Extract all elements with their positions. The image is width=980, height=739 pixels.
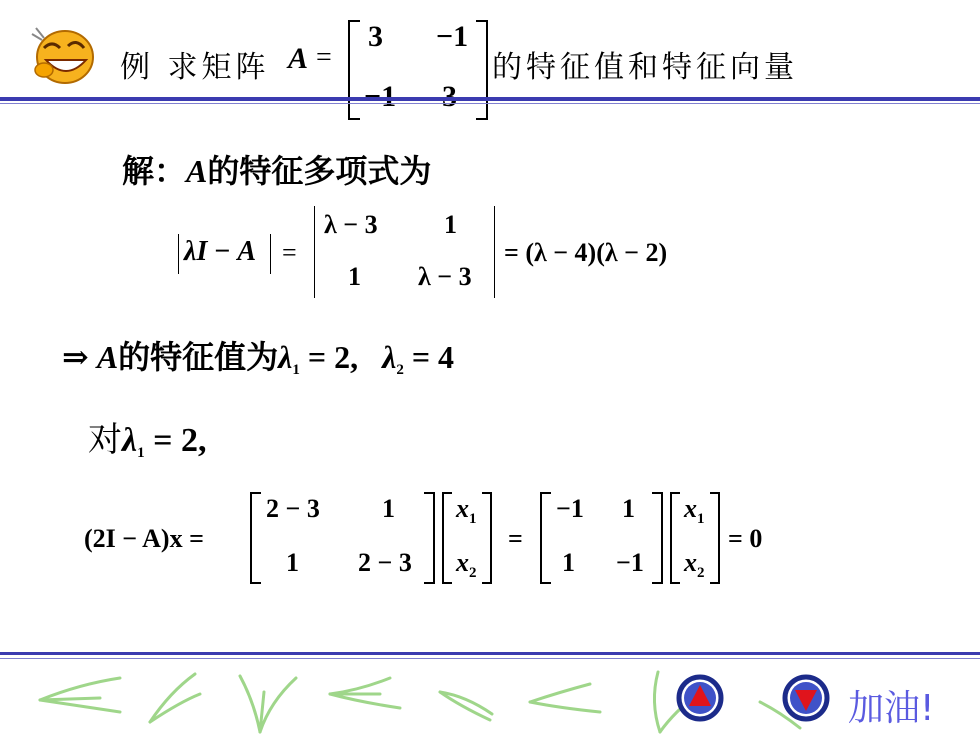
solution-label: 解： (122, 152, 187, 190)
vector-bracket-right (482, 492, 492, 584)
char-poly-lhs: λI − A (184, 236, 256, 267)
matrix-cell: −1 (436, 20, 469, 53)
equals-sign: = (508, 524, 523, 553)
down-triangle-icon (782, 674, 830, 722)
abs-bar (178, 234, 179, 274)
matrix-cell: −1 (556, 494, 584, 523)
slogan-text: 加油! (848, 688, 935, 729)
det-bar-right (494, 206, 495, 298)
matrix-cell: 1 (562, 548, 575, 577)
vector-entry: $x_1$ (684, 494, 705, 527)
matrix-cell: 2 − 3 (358, 548, 412, 577)
vector-entry: $x_2$ (456, 548, 477, 581)
matrix-cell: −1 (616, 548, 644, 577)
smiley-icon (30, 24, 96, 86)
equals-sign: = (282, 238, 297, 267)
vector-entry: $x_1$ (456, 494, 477, 527)
vector-bracket-right (710, 492, 720, 584)
page-title: 例 求矩阵 (120, 50, 270, 85)
det-cell: λ − 3 (324, 210, 378, 239)
eigenvalue-line: ⇒ A的特征值为$\lambda_1 = 2$, $\lambda_2 = 4$ (62, 338, 455, 378)
det-cell: λ − 3 (418, 262, 472, 291)
matrix-bracket-right (424, 492, 435, 584)
system-lhs: (2I − A)x = (84, 524, 204, 553)
abs-bar (270, 234, 271, 274)
matrix-bracket-left (250, 492, 261, 584)
matrix-cell: 1 (286, 548, 299, 577)
vector-bracket-left (670, 492, 680, 584)
equals-sign: = (316, 42, 332, 73)
vector-bracket-left (442, 492, 452, 584)
matrix-bracket-right (652, 492, 663, 584)
case-line: 对$\lambda_1 = 2$, (88, 420, 207, 461)
vector-entry: $x_2$ (684, 548, 705, 581)
footer-rule-thin (0, 658, 980, 659)
solution-line (122, 146, 431, 192)
up-triangle-icon (676, 674, 724, 722)
system-rhs: = 0 (728, 524, 763, 553)
title-suffix: 的特征值和特征向量 (492, 50, 798, 85)
solution-text: 的特征多项式为 (207, 152, 432, 190)
solution-var: A (186, 153, 208, 189)
matrix-var: A (288, 42, 309, 75)
matrix-cell: 1 (382, 494, 395, 523)
char-poly-rhs: = (λ − 4)(λ − 2) (504, 238, 668, 267)
det-cell: 1 (348, 262, 361, 291)
footer-rule (0, 652, 980, 655)
matrix-bracket-right (476, 20, 488, 120)
matrix-cell: 2 − 3 (266, 494, 320, 523)
matrix-cell: 3 (368, 20, 383, 53)
prev-page-button[interactable] (676, 674, 724, 722)
det-bar-left (314, 206, 315, 298)
matrix-bracket-left (540, 492, 551, 584)
matrix-cell: 1 (622, 494, 635, 523)
header-rule (0, 97, 980, 101)
header-rule-thin (0, 103, 980, 104)
matrix-bracket-left (348, 20, 360, 120)
next-page-button[interactable] (782, 674, 830, 722)
grass-decoration (0, 662, 980, 735)
det-cell: 1 (444, 210, 457, 239)
